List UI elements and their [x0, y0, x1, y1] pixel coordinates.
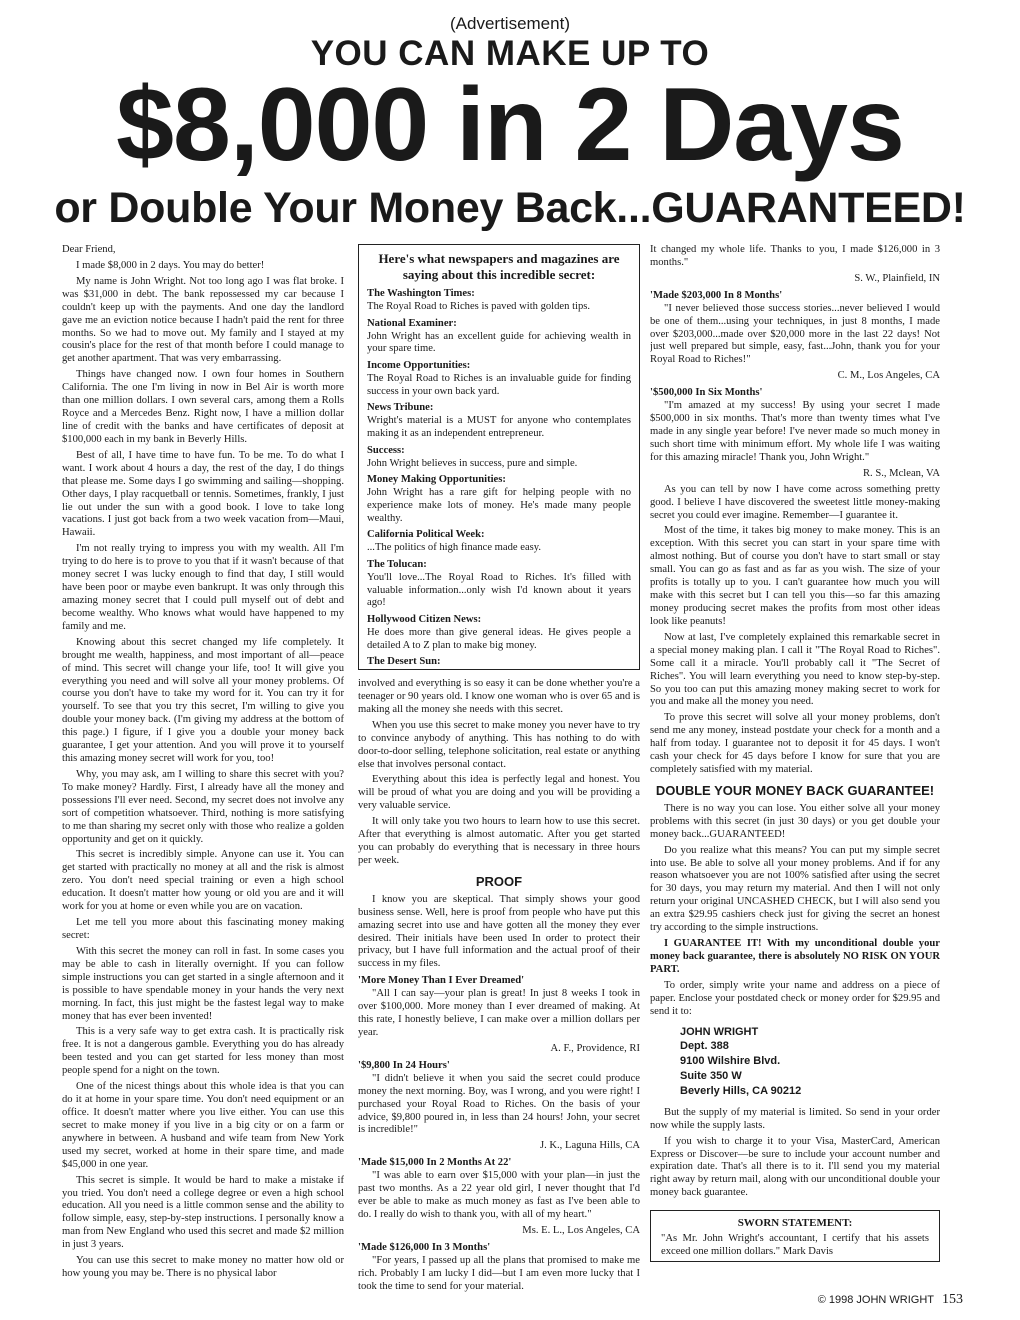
testimonial-text: "For years, I passed up all the plans that promised to make me rich. Probably I am lucky I did—but I am even more lucky that I took the time to send for your material. [358, 1254, 640, 1292]
testimonial-heading: 'Made $203,000 In 8 Months' [650, 289, 783, 301]
press-quote: You'll love...The Royal Road to Riches. It's filled with valuable information...only wish I'd known about it years ago! [367, 572, 631, 609]
testimonial-heading: '$9,800 In 24 Hours' [358, 1059, 450, 1071]
sworn-statement-text: "As Mr. John Wright's accountant, I certify that his assets exceed one million dollars." Mark Davis [661, 1232, 929, 1257]
address-line: Dept. 388 [680, 1040, 729, 1053]
press-quote: ...The politics of high finance made easy. [367, 542, 542, 554]
guarantee-paragraph: I GUARANTEE IT! With my unconditional double your money back guarantee, there is absolutely NO RISK ON YOUR PART. [650, 938, 940, 975]
body-paragraph: Best of all, I have time to have fun. To be me. To do what I want. I work about 4 hours a day, the rest of the day, I do things that please me. Some days I go swimming and sailing—shopping. Other days, I play racquetball or tennis. Sometimes, frankly, I just lie out under the sun with a good book. I love to take long vacations. I just got back from a two week vacation from—Maui, Hawaii. [62, 449, 344, 539]
testimonial-signature: Ms. E. L., Los Angeles, CA [522, 1224, 640, 1236]
body-paragraph: My name is John Wright. Not too long ago I was flat broke. I was $31,000 in debt. The bank repossessed my car because I couldn't keep up with the payments. And one day the landlord gave me an eviction notice because I hadn't paid the rent for three months. So we had to move out. My family and I stayed at my cousin's place for the rest of that month before I could manage to get another apartment. That was very embarrassing. [62, 275, 344, 365]
testimonial-heading: 'More Money Than I Ever Dreamed' [358, 975, 525, 987]
press-source: Hollywood Citizen News: [367, 614, 482, 626]
body-paragraph: I'm not really trying to impress you with my wealth. All I'm trying to do here is to prove to you that if it wasn't because of that money secret I was lucky enough to find that day, I still would have been poor or maybe even bankrupt. It was only through this amazing money secret that I could pull myself out of debt and become wealthy. Who knows what would have happened to my family and me. [62, 543, 344, 632]
body-paragraph: If you wish to charge it to your Visa, MasterCard, American Express or Discover—be sure to include your account number and expiration date. That's all there is to it. I'll send you my material right away by return mail, along with our unconditional double your money back guarantee. [650, 1135, 940, 1199]
body-paragraph: involved and everything is so easy it can be done whether you're a teenager or 90 years old. I know one woman who is over 65 and is making all the money she needs with this secret. [358, 678, 640, 715]
address-line: JOHN WRIGHT [680, 1025, 759, 1038]
body-paragraph: Let me tell you more about this fascinating money making secret: [62, 917, 344, 942]
testimonial-text: "I never believed those success stories...never believed I would be one of them...using your techniques, in just 8 months, I made over $203,000...made over $20,000 more in the last 22 days! Not just well prepared but simple, easy, fast...John, thank you for your Royal Road to Riches!" [650, 302, 940, 366]
press-source: Money Making Opportunities: [367, 474, 506, 486]
press-source: The Washington Times: [367, 288, 475, 300]
testimonial-heading: 'Made $126,000 In 3 Months' [358, 1241, 491, 1253]
press-source: Success: [367, 444, 405, 456]
body-paragraph: Most of the time, it takes big money to make money. This is an exception. With this secret you can start in your spare time with almost nothing. But of course you don't have to start small or stay small. You can go as fast and as far as you wish. The size of your profits is totally up to you. I can't guarantee how much you will make with this secret but I can tell you this—so far this amazing money producing secret makes the profits from most other ideas look like peanuts! [650, 525, 940, 627]
advertisement-label: (Advertisement) [450, 14, 570, 33]
column-left [62, 244, 344, 1286]
press-source: The Desert Sun: [367, 656, 441, 668]
address-line: Beverly Hills, CA 90212 [680, 1084, 802, 1097]
testimonial-text: "I'm amazed at my success! By using your secret I made $500,000 in six months. That's more than twenty times what I've made in any single year before! I've never made so much money in such short time with minimum effort. My whole life I was waiting for this amazing miracle! Thank you, John Wright." [650, 400, 940, 463]
press-quote: John Wright believes in success, pure and simple. [367, 457, 578, 469]
press-quote: He does more than give general ideas. He gives people a detailed A to Z plan to make big money. [367, 627, 631, 651]
testimonial-text: "I didn't believe it when you said the secret could produce money the next morning. Boy, was I wrong, and you were right! I purchased your Royal Road to Riches. On the basis of your advice, $9,800 poured in, in less than 24 hours! John, your secret is incredible!" [358, 1072, 640, 1136]
mailing-address [680, 1025, 940, 1099]
press-box-title: Here's what newspapers and magazines are saying about this incredible secret: [378, 251, 620, 282]
body-paragraph: One of the nicest things about this whole idea is that you can do it at home in your spare time. You don't need equipment or an office. It doesn't matter where you live either. You can use this secret to make money if you live in a big city or on a farm or anywhere in between. A husband and wife team from New York used my secret, worked at home in their spare time, and made $45,000 in one year. [62, 1081, 344, 1170]
testimonial-signature: A. F., Providence, RI [550, 1042, 640, 1054]
copyright: © 1998 JOHN WRIGHT [817, 1294, 934, 1306]
body-paragraph: This secret is simple. It would be hard to make a mistake if you tried. You don't need a college degree or even a high school education. All you need is a little common sense and the ability to follow simple, easy, step-by-step instructions. I personally know a man from New England who used this secret and made $2 million in just 3 years. [62, 1174, 344, 1251]
proof-heading: PROOF [475, 873, 523, 889]
press-quotes-box [358, 244, 640, 670]
press-source: The Tolucan: [367, 559, 427, 571]
body-paragraph: Now at last, I've completely explained this remarkable secret in a special money making plan. I call it "The Royal Road to Riches". Some call it a miracle. You'll probably call it "The Secret of Riches". You will learn everything you need to know step-by-step. So you too can put this amazing money making secret to work for you and make all the money you need. [650, 631, 940, 708]
guarantee-paragraph: To order, simply write your name and address on a piece of paper. Enclose your postdated check or money order for $29.95 and send it to: [650, 979, 940, 1017]
body-paragraph: This is a very safe way to get extra cash. It is practically risk free. It is not a dangerous gamble. Everything you do has already been tested and you can get started for less money than most people spend for a night on the town. [62, 1026, 344, 1077]
testimonial-signature: J. K., Laguna Hills, CA [539, 1140, 640, 1152]
press-source: News Tribune: [367, 402, 434, 414]
headline-sub: or Double Your Money Back...GUARANTEED! [54, 184, 966, 232]
address-line: 9100 Wilshire Blvd. [680, 1055, 781, 1068]
column-right [650, 244, 940, 1284]
body-paragraph: As you can tell by now I have come across something pretty good. I believe I have discovered the sweetest little money-making secret you could ever imagine. Remember—I guarantee it. [650, 483, 940, 521]
body-paragraph: To prove this secret will solve all your money problems, don't send me any money, instead postdate your check for a month and a half from today. I guarantee not to deposit it for 45 days. I won't cash your check for 45 days before I know for sure that you are completely satisfied with my material. [650, 712, 940, 776]
testimonial-signature: C. M., Los Angeles, CA [837, 370, 940, 382]
body-paragraph: I made $8,000 in 2 days. You may do better! [76, 259, 265, 271]
testimonial-signature: S. W., Plainfield, IN [854, 272, 940, 284]
salutation: Dear Friend, [62, 244, 116, 255]
press-source: California Political Week: [367, 529, 485, 541]
proof-paragraph: I know you are skeptical. That simply shows your good business sense. Well, here is proof from people who have put this amazing secret into use and have gotten all the money they ever desired. Their initials have been used In order to protect their privacy, but I have full information and the actual proof of their success in my files. [358, 893, 640, 970]
guarantee-paragraph: Do you realize what this means? You can put my simple secret into use. Be able to solve all your money problems. And if for any reason whatsoever you are not 100% satisfied after using the secret for 30 days, you may return my material. And then I will not only return your original UNCASHED CHECK, but I will also send you an extra $29.95 cashiers check just for giving the secret an honest try according to the simple instructions. [650, 844, 940, 934]
testimonial-signature: R. S., Mclean, VA [862, 467, 940, 479]
address-line: Suite 350 W [680, 1070, 742, 1083]
body-paragraph: When you use this secret to make money you never have to try to convince anybody of anything. This has nothing to do with door-to-door selling, telephone solicitation, real estate or anything else that involves personal contact. [358, 719, 640, 770]
body-paragraph: But the supply of my material is limited. So send in your order now while the supply lasts. [650, 1106, 940, 1131]
body-paragraph: Things have changed now. I own four homes in Southern California. The one I'm living in now in Bel Air is worth more than one million dollars. I own several cars, among them a Rolls Royce and a Mercedes Benz. Right now, I have a million dollar line of credit with the banks and have certificates of deposit at $100,000 each in my bank in Beverly Hills. [62, 369, 344, 445]
body-paragraph: Why, you may ask, am I willing to share this secret with you? To make money? Hardly. First, I already have all the money and possessions I'll ever need. Second, my secret does not involve any sort of competition whatsoever. Third, nothing is more satisfying to me than sharing my secret only with those who realize a golden opportunity and get on it quickly. [62, 768, 344, 845]
press-source: Income Opportunities: [367, 360, 471, 372]
body-paragraph: Everything about this idea is perfectly legal and honest. You will be proud of what you are doing and you will be providing a very valuable service. [358, 774, 640, 812]
press-quote: Wright's material is a MUST for anyone who contemplates making it as an independent entrepreneur. [367, 415, 631, 440]
testimonial-text: "I was able to earn over $15,000 with your plan—in just the past two months. As a 22 year old girl, I never thought that I'd ever be able to make as much money as fast as I've been able to do. I really do wish to thank you, with all of my heart." [358, 1170, 640, 1220]
headline-top: YOU CAN MAKE UP TO [310, 34, 710, 73]
guarantee-heading: DOUBLE YOUR MONEY BACK GUARANTEE! [655, 782, 935, 798]
press-source: National Examiner: [367, 317, 457, 329]
press-quote: John Wright has an excellent guide for achieving wealth in your spare time. [367, 330, 631, 355]
column-middle [358, 244, 640, 1294]
body-paragraph: You can use this secret to make money no matter how old or how young you may be. There is no physical labor [62, 1255, 344, 1280]
testimonial-heading: 'Made $15,000 In 2 Months At 22' [358, 1157, 512, 1169]
body-paragraph: It will only take you two hours to learn how to use this secret. After that everything is almost automatic. After you get started you can probably do everything that is necessary in three hours per week. [358, 816, 640, 866]
testimonial-text: "All I can say—your plan is great! In just 8 weeks I took in over $100,000. More money than I ever dreamed of making. At this rate, I honestly believe, I can make over a million dollars per year. [358, 988, 640, 1038]
testimonial-continued: It changed my whole life. Thanks to you, I made $126,000 in 3 months." [650, 244, 940, 268]
press-quote: The Royal Road to Riches is paved with golden tips. [367, 301, 591, 313]
sworn-statement-box [650, 1210, 940, 1262]
press-quote [367, 669, 631, 670]
body-paragraph: With this secret the money can roll in fast. In some cases you may be able to cash in literally overnight. If you can follow simple instructions you can get started in a single afternoon and it is possible to have spendable money in your hands the very next morning. In fact, this just might be the fastest legal way to make money that has ever been invented! [62, 945, 344, 1022]
guarantee-paragraph: There is no way you can lose. You either solve all your money problems with this secret (in just 30 days) or you get double your money back...GUARANTEED! [650, 802, 940, 840]
body-paragraph: Knowing about this secret changed my life completely. It brought me wealth, happiness, and most important of all—peace of mind. This secret will change your life, too! It will give you everything you need and will solve all your money problems. Of course you don't have to take my word for it. You can try it for yourself. To see that you try this secret, I'm willing to give you double your money back. (I'm giving my address at the bottom of this page.) I figure, if I give you a double your money back guarantee, I get your attention. And you will prove it to yourself this amazing money secret will work for you, too! [62, 636, 344, 765]
body-paragraph: This secret is incredibly simple. Anyone can use it. You can get started with practically no money at all and the risk is almost zero. You don't need special training or even a high school education. It doesn't matter how young or old you are and it will work for you at home or even while you are on vacation. [62, 849, 344, 913]
testimonial-heading: '$500,000 In Six Months' [650, 387, 763, 399]
page-number: 153 [942, 1292, 963, 1307]
headline-main: $8,000 in 2 Days [116, 67, 904, 183]
press-quote: John Wright has a rare gift for helping people with no experience make lots of money. He's made many people wealthy. [367, 487, 631, 524]
press-quote: The Royal Road to Riches is an invaluable guide for finding success in your own back yard. [367, 373, 631, 397]
sworn-statement-title: SWORN STATEMENT: [737, 1217, 853, 1230]
